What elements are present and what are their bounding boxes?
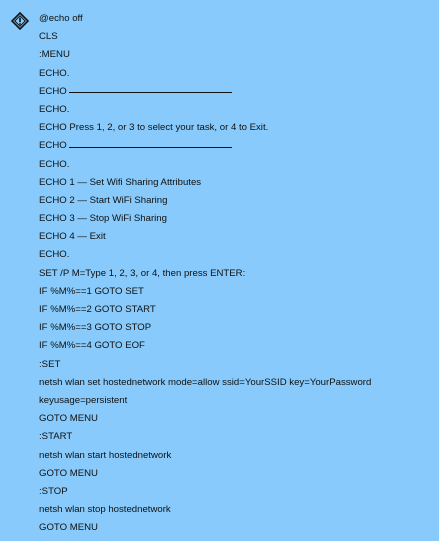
- code-line: [39, 228, 435, 246]
- code-line: [39, 301, 435, 319]
- code-line-text: netsh wlan stop hostednetwork: [39, 504, 171, 516]
- code-line-text: IF %M%==2 GOTO START: [39, 304, 156, 315]
- code-line-text: ECHO 2 — Start WiFi Sharing: [39, 194, 168, 206]
- code-line: [39, 428, 435, 446]
- code-line: [39, 410, 435, 428]
- code-line: [39, 28, 435, 46]
- code-line: [39, 447, 435, 465]
- code-line: [39, 337, 435, 355]
- code-line-text: GOTO MENU: [39, 522, 98, 534]
- code-line-text: IF %M%==1 GOTO SET: [39, 285, 144, 297]
- diamond-warning-icon: [11, 12, 29, 30]
- code-line: [39, 265, 435, 283]
- code-line: [39, 174, 435, 192]
- code-line: [39, 119, 435, 137]
- code-line-text: ECHO.: [39, 67, 70, 79]
- code-line: [39, 101, 435, 119]
- code-line-text: :STOP: [39, 485, 68, 497]
- horizontal-rule: [69, 147, 232, 148]
- code-line-text: ECHO 4 — Exit: [39, 231, 106, 243]
- code-line: [39, 356, 435, 374]
- code-line: [39, 137, 435, 155]
- code-line-text: ECHO.: [39, 249, 70, 261]
- code-line-text: :SET: [39, 358, 61, 370]
- code-line: [39, 465, 435, 483]
- code-line-text: @echo off: [39, 13, 83, 24]
- code-line: [39, 210, 435, 228]
- code-line-text: ECHO 3 — Stop WiFi Sharing: [39, 213, 167, 225]
- code-line: [39, 10, 435, 28]
- code-line-text: IF %M%==4 GOTO EOF: [39, 340, 145, 352]
- code-line-text: GOTO MENU: [39, 467, 98, 479]
- code-line: [39, 283, 435, 301]
- code-line-text: ECHO: [39, 85, 67, 97]
- code-line-text: IF %M%==3 GOTO STOP: [39, 322, 152, 334]
- code-line-text: ECHO Press 1, 2, or 3 to select your task, or 4 to Exit.: [39, 122, 269, 134]
- code-line-text: netsh wlan set hostednetwork mode=allow ssid=YourSSID key=YourPassword keyusage=persistent: [39, 376, 372, 406]
- code-line-text: :MENU: [39, 49, 70, 61]
- code-line: [39, 65, 435, 83]
- code-line: [39, 246, 435, 264]
- code-line: [39, 319, 435, 337]
- code-line: [39, 374, 435, 410]
- code-line-text: GOTO MENU: [39, 413, 98, 425]
- code-line-text: CLS: [39, 31, 58, 43]
- code-line: [39, 501, 435, 519]
- code-line-text: ECHO.: [39, 103, 70, 115]
- code-line: [39, 83, 435, 101]
- code-line-text: ECHO 1 — Set Wifi Sharing Attributes: [39, 176, 202, 188]
- code-line: [39, 156, 435, 174]
- horizontal-rule: [69, 92, 232, 93]
- code-line-text: SET /P M=Type 1, 2, 3, or 4, then press ENTER:: [39, 267, 246, 279]
- code-line: [39, 483, 435, 501]
- code-line-text: :START: [39, 431, 73, 443]
- code-line: [39, 46, 435, 64]
- code-line-text: ECHO: [39, 140, 67, 152]
- code-line-text: ECHO.: [39, 158, 70, 170]
- code-line: [39, 519, 435, 537]
- code-line-text: netsh wlan start hostednetwork: [39, 449, 172, 461]
- code-line: [39, 192, 435, 210]
- code-lines: [39, 10, 435, 537]
